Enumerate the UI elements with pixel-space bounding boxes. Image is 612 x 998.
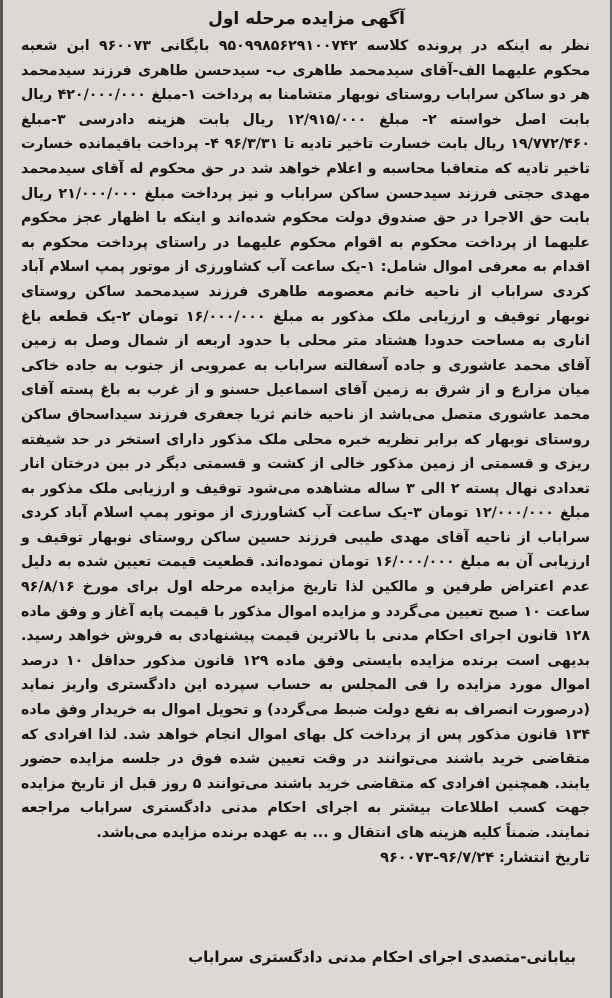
publish-date: تاریخ انتشار: ۹۶/۷/۲۴-۹۶۰۰۷۳ <box>380 849 590 866</box>
notice-body <box>21 34 590 846</box>
notice-title: آگهی مزایده مرحله اول <box>208 9 405 29</box>
notice-body-text: نظر به اینکه در پرونده کلاسه ۹۵۰۹۹۸۵۶۲۹۱۰۰۷۴۲ بایگانی ۹۶۰۰۷۳ ابن شعبه محکوم علیهما الف-آقای سیدمحمد طاهری ب- سیدحسن طاهری فرزند سیدمحمد هر دو ساکن سراباب روستای نوبهار متشامنا به پرداخت ۱-مبلغ ۴۲۰/۰۰۰/۰۰۰ ریال بابت اصل خواسته ۲- مبلغ ۱۲/۹۱۵/۰۰۰ ریال بابت هزینه دادرسی ۳-مبلغ ۱۹/۷۷۲/۴۶۰ ریال بابت خسارت تاخیر تادیه تا ۹۶/۳/۳۱ ۴- پرداخت باقیمانده خسارت تاخیر تادیه که متعاقبا محاسبه و اعلام خواهد شد در حق محکوم له آقای سیدمحمد مهدی حجتی فرزند سیدحسن ساکن سراباب و نیز پرداخت مبلغ ۲۱/۰۰۰/۰۰۰ ریال بابت حق الاجرا در حق صندوق دولت محکوم شده‌اند و اینکه با اظهار عجز محکوم علیهما از پرداخت محکوم به اقوام محکوم علیهما در راستای پرداخت محکوم به اقدام به معرفی اموال شامل: ۱-یک ساعت آب کشاورزی از موتور پمپ اسلام آباد کردی سراباب از ناحیه خانم معصومه طاهری فرزند سیدمحمد ساکن روستای نوبهار توقیف و ارزیابی ملک مذکور به مبلغ ۱۶/۰۰۰/۰۰۰ تومان ۲-یک قطعه باغ اناری به مساحت حدودا هشتاد متر محلی با حدود اربعه از شمال وصل به زمین آقای محمد عاشوری و جاده آسفالته سراباب به عمرویی از جنوب به جاده خاکی میان مزارع و از شرق به زمین آقای اسماعیل حسنو و از غرب به باغ پسته آقای محمد عاشوری متصل می‌باشد از ناحیه خانم ثریا جعفری فرزند سیداسحاق ساکن روستای نوبهار که برابر نظریه خبره محلی ملک مذکور دارای استخر در حد شیفته ریزی و قسمتی از زمین مذکور خالی از کشت و قسمتی دیگر در بین درختان انار تعدادی نهال پسته ۲ الی ۳ ساله مشاهده می‌شود توقیف و ارزیابی ملک مذکور به مبلغ ۱۲/۰۰۰/۰۰۰ تومان ۳-یک ساعت آب کشاورزی از موتور پمپ اسلام آباد کردی سراباب از ناحیه آقای مهدی طیبی فرزند حسین ساکن روستای نوبهار توقیف و ارزیابی آن به مبلغ ۱۶/۰۰۰/۰۰۰ تومان نموده‌اند. قطعیت قیمت تعیین شده به دلیل عدم اعتراض طرفین و مالکین لذا تاریخ مزایده مرحله اول برای مورخ ۹۶/۸/۱۶ ساعت ۱۰ صبح تعیین می‌گردد و مزایده اموال مذکور با قیمت پایه آغاز و وفق ماده ۱۲۸ قانون اجرای احکام مدنی با بالاترین قیمت پیشنهادی به فروش خواهد رسید. بدیهی است برنده مزایده بایستی وفق ماده ۱۲۹ قانون مذکور حداقل ۱۰ درصد اموال مورد مزایده را فی المجلس به حساب سپرده این دادگستری واریز نماید (درصورت انصراف به نفع دولت ضبط می‌گردد) و تحویل اموال به خریدار وفق ماده ۱۳۴ قانون مذکور پس از پرداخت کل بهای اموال انجام خواهد شد. لذا افرادی که متقاضی خرید باشند می‌توانند در وقت تعیین شده فوق در جلسه مزایده حضور یابند. همچنین افرادی که متقاضی خرید باشند می‌توانند ۵ روز قبل از تاریخ مزایده جهت کسب اطلاعات بیشتر به اجرای احکام مدنی دادگستری سراباب مراجعه نمایند. ضمناً کلیه هزینه های انتقال و ... به عهده برنده مزایده می‌باشد. <box>21 38 591 841</box>
signature-line: بیابانی-متصدی اجرای احکام مدنی دادگستری سراباب <box>188 948 576 966</box>
